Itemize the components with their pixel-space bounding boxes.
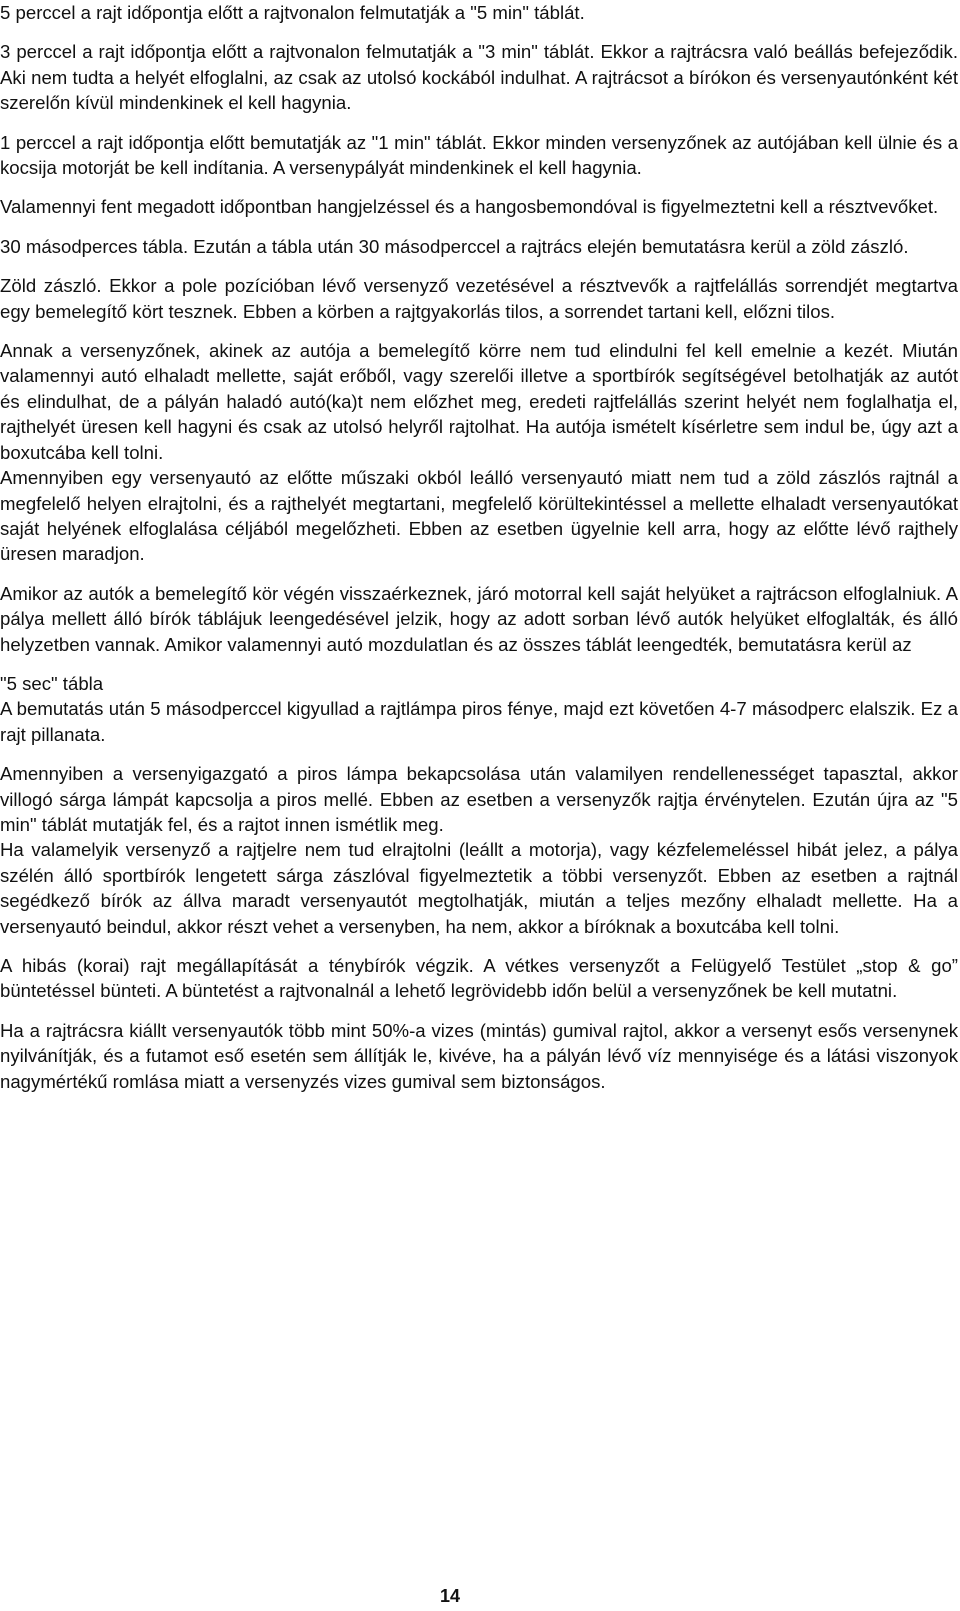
paragraph-5-sec-heading: "5 sec" tábla bbox=[0, 672, 104, 694]
paragraph-wet-race: Ha a rajtrácsra kiállt versenyautók több mint 50%-a vizes (mintás) gumival rajtol, akkor a versenyt esős versenynek nyilvánítják, és a futamot eső esetén sem állítják le, kivéve, ha a pályán lévő víz mennyisége és a látási viszonyok nagymértékű romlása miatt a versenyzés vizes gumival sem biztonságos. bbox=[0, 1019, 958, 1092]
paragraph-aborted-start: Amennyiben a versenyigazgató a piros lámpa bekapcsolása után valamilyen rendellenességet tapasztal, akkor villogó sárga lámpát kapcsolja a piros mellé. Ebben az esetben a versenyzők rajtja érvénytelen. Ezután újra az "5 min" táblát mutatják fel, és a rajtot innen ismétlik meg. bbox=[0, 763, 958, 835]
paragraph-overtaking: Amennyiben egy versenyautó az előtte műszaki okból leálló versenyautó miatt nem tud a zöld zászlós rajtnál a megfelelő helyen elrajtolni, és a rajthelyét megtartani, megfelelő körültekintéssel a mellette elhaladt versenyautókat saját helyének elfoglalása céljából megelőzheti. Ebben az esetben ügyelnie kell arra, hogy az előtte lévő rajthely üresen maradjon. bbox=[0, 467, 958, 565]
paragraph-start-light: A bemutatás után 5 másodperccel kigyullad a rajtlámpa piros fénye, majd ezt követően 4-7 másodperc elalszik. Ez a rajt pillanata. bbox=[0, 698, 958, 745]
paragraph-warning: Valamennyi fent megadott időpontban hangjelzéssel és a hangosbemondóval is figyelmeztetni kell a résztvevőket. bbox=[0, 196, 939, 218]
paragraph-stalled-car: Annak a versenyzőnek, akinek az autója a bemelegítő körre nem tud elindulni fel kell emelnie a kezét. Miután valamennyi autó elhaladt mellette, saját erőből, vagy szerelői illetve a sportbírók segítségével betolhatják az autót és elindulhat, de a pályán haladó autó(ka)t nem előzhet meg, eredeti rajtfelállás szerint helyét nem foglalhatja el, rajthelyét üresen kell hagyni és csak az utolsó helyről rajtolhat. Ha autója ismételt kísérletre sem indul be, úgy azt a boxutcába kell tolni. bbox=[0, 340, 958, 463]
paragraph-false-start: A hibás (korai) rajt megállapítását a ténybírók végzik. A vétkes versenyzőt a Felügyelő Testület „stop & go” büntetéssel bünteti. A büntetést a rajtvonalnál a lehető legrövidebb időn belül a versenyzőnek be kell mutatni. bbox=[0, 955, 958, 1002]
paragraph-30-sec: 30 másodperces tábla. Ezután a tábla után 30 másodperccel a rajtrács elején bemutatásra kerül a zöld zászló. bbox=[0, 235, 909, 257]
paragraph-3-min: 3 perccel a rajt időpontja előtt a rajtvonalon felmutatják a "3 min" táblát. Ekkor a rajtrácsra való beállás befejeződik. Aki nem tudta a helyét elfoglalni, az csak az utolsó kockából indulhat. A rajtrácsot a bírókon és versenyautónként két szerelőn kívül mindenkinek el kell hagynia. bbox=[0, 41, 958, 114]
paragraph-1-min: 1 perccel a rajt időpontja előtt bemutatják az "1 min" táblát. Ekkor minden versenyzőnek az autójában kell ülnie és a kocsija motorját be kell indítania. A versenypályát mindenkinek el kell hagynia. bbox=[0, 131, 958, 179]
paragraph-grid-return: Amikor az autók a bemelegítő kör végén visszaérkeznek, járó motorral kell saját helyüket a rajtrácson elfoglalniuk. A pálya mellett álló bírók táblájuk leengedésével jelzik, hogy az adott sorban lévő autók helyüket elfoglalták, és álló helyzetben vannak. Amikor valamennyi autó mozdulatlan és az összes táblát leengedték, bemutatásra kerül az bbox=[0, 582, 958, 655]
paragraph-green-flag: Zöld zászló. Ekkor a pole pozícióban lévő versenyző vezetésével a résztvevők a rajtfelállás sorrendjét megtartva egy bemelegítő kört tesznek. Ebben a körben a rajtgyakorlás tilos, a sorrendet tartani kell, előzni tilos. bbox=[0, 275, 958, 322]
paragraph-5-min: 5 perccel a rajt időpontja előtt a rajtvonalon felmutatják a "5 min" táblát. bbox=[0, 2, 585, 23]
paragraph-stalled-start: Ha valamelyik versenyző a rajtjelre nem tud elrajtolni (leállt a motorja), vagy kézfelemeléssel hibát jelez, a pálya szélén álló sportbírók lengetett sárga zászlóval figyelmeztetik a többi versenyzőt. Ebben az esetben a rajtnál segédkező bírók az állva maradt versenyautót megtolhatják, miután a teljes mezőny elhaladt mellette. Ha a versenyautó beindul, akkor részt vehet a versenyben, ha nem, akkor a bíróknak a boxutcába kell tolni. bbox=[0, 839, 958, 937]
page-number: 14 bbox=[439, 1586, 461, 1606]
